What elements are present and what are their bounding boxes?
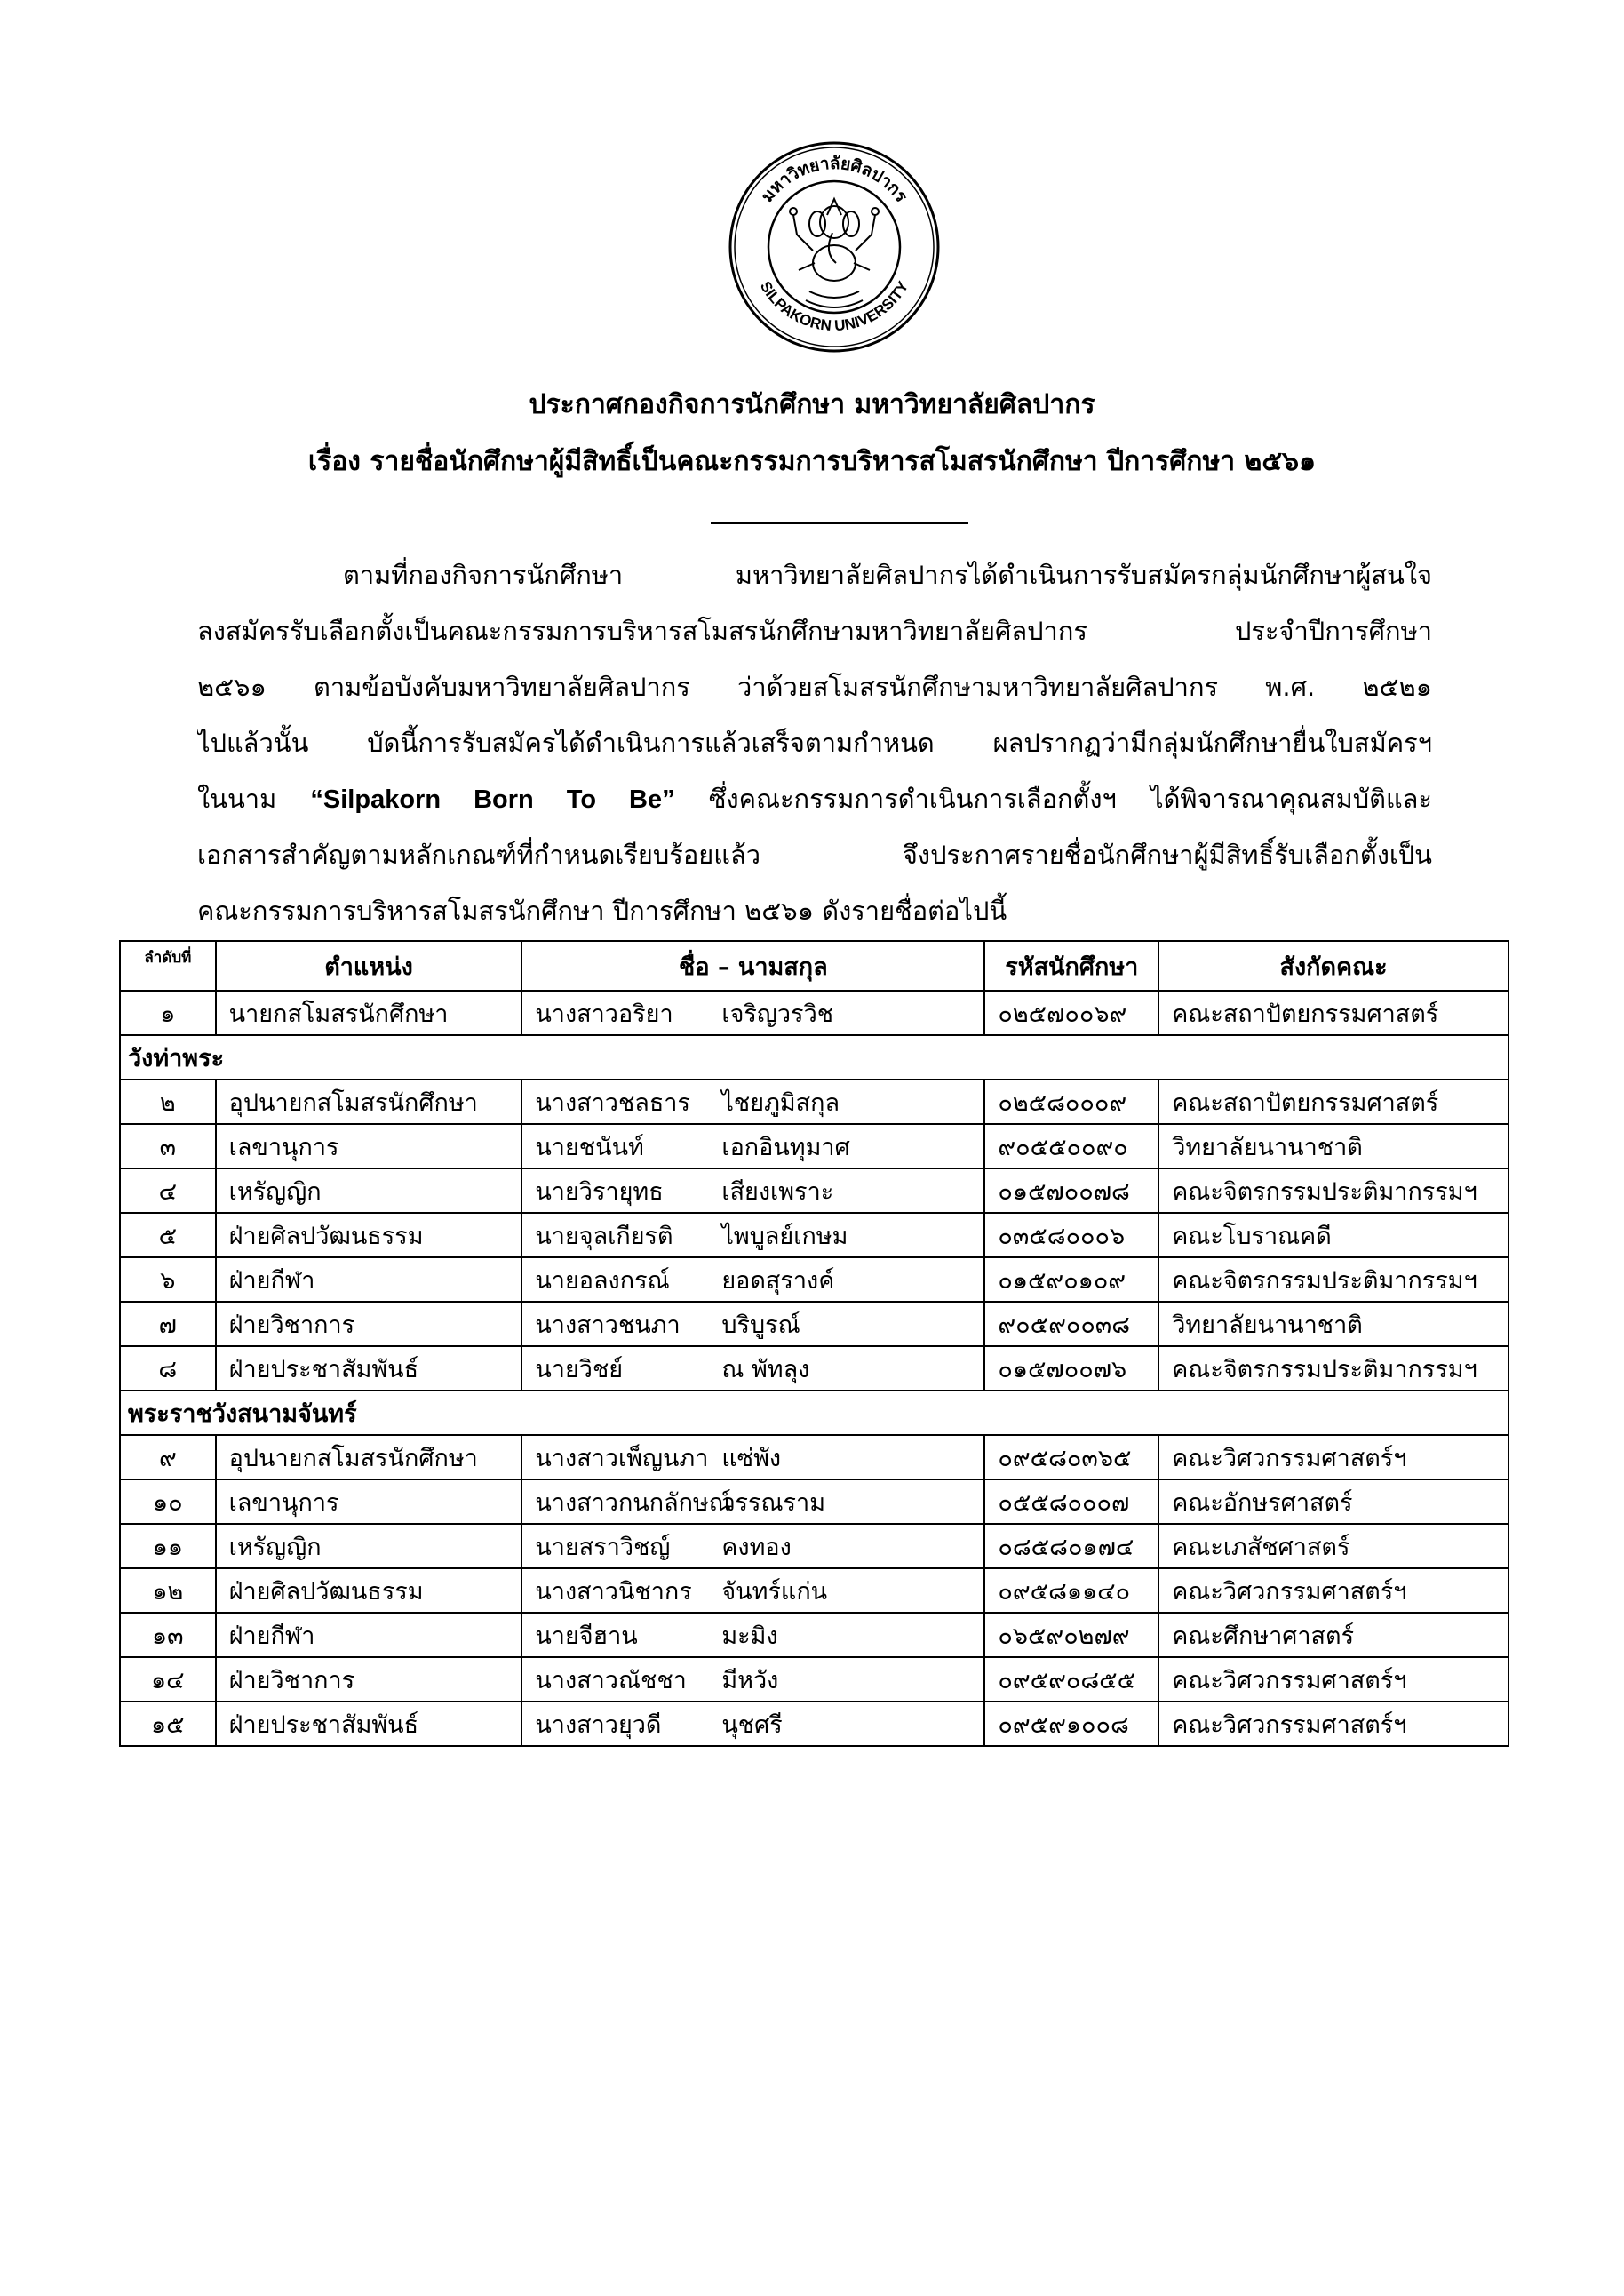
paragraph-line	[197, 771, 1432, 827]
cell-position: เหรัญญิก	[216, 1524, 522, 1568]
title-divider	[711, 522, 968, 524]
cell-faculty: คณะจิตรกรรมประติมากรรมฯ	[1158, 1346, 1509, 1391]
cell-position: เหรัญญิก	[216, 1168, 522, 1213]
table-row	[120, 1346, 1509, 1391]
cell-faculty: คณะวิศวกรรมศาสตร์ฯ	[1158, 1657, 1509, 1702]
cell-seq: ๑๓	[120, 1613, 216, 1657]
seal-bottom-text: SILPAKORN UNIVERSITY	[756, 278, 912, 335]
last-name: เอกอินทุมาศ	[721, 1133, 850, 1161]
first-name: นายวิรายุทธ	[535, 1177, 664, 1206]
first-name: นางสาวอริยา	[535, 1000, 673, 1028]
cell-position: ฝ่ายศิลปวัฒนธรรม	[216, 1568, 522, 1613]
cell-faculty: คณะอักษรศาสตร์	[1158, 1479, 1509, 1524]
last-name: จันทร์แก่น	[721, 1577, 828, 1606]
first-name: นางสาวณัชชา	[535, 1666, 687, 1694]
last-name: นุชศรี	[721, 1710, 783, 1739]
cell-position: ฝ่ายวิชาการ	[216, 1657, 522, 1702]
cell-student-id: ๐๙๕๙๐๘๕๕	[984, 1657, 1158, 1702]
paragraph-text: ซึ่งคณะกรรมการดำเนินการเลือกตั้งฯ ได้พิจารณาคุณสมบัติและ	[674, 784, 1432, 814]
cell-seq: ๗	[120, 1302, 216, 1346]
cell-seq: ๒	[120, 1080, 216, 1124]
cell-faculty: คณะวิศวกรรมศาสตร์ฯ	[1158, 1568, 1509, 1613]
paragraph-line: ไปแล้วนั้น บัดนี้การรับสมัครได้ดำเนินการแล้วเสร็จตามกำหนด ผลปรากฏว่ามีกลุ่มนักศึกษายื่นใบสมัครฯ	[197, 728, 1432, 758]
cell-faculty: คณะจิตรกรรมประติมากรรมฯ	[1158, 1257, 1509, 1302]
cell-seq: ๑๒	[120, 1568, 216, 1613]
first-name: นางสาวชนภา	[535, 1311, 681, 1339]
cell-student-id: ๐๕๕๘๐๐๐๗	[984, 1479, 1158, 1524]
cell-faculty: คณะศึกษาศาสตร์	[1158, 1613, 1509, 1657]
cell-faculty: คณะโบราณคดี	[1158, 1213, 1509, 1257]
table-row	[120, 1524, 1509, 1568]
cell-name	[521, 1124, 984, 1168]
cell-faculty: คณะสถาปัตยกรรมศาสตร์	[1158, 1080, 1509, 1124]
cell-position: เลขานุการ	[216, 1124, 522, 1168]
cell-seq: ๑	[120, 991, 216, 1035]
header-name: ชื่อ – นามสกุล	[521, 941, 984, 991]
table-row	[120, 1435, 1509, 1479]
last-name: คงทอง	[721, 1533, 792, 1561]
last-name: วรรณราม	[721, 1488, 826, 1517]
group-name-quote: “Silpakorn Born To Be”	[310, 785, 675, 814]
table-row	[120, 1657, 1509, 1702]
section-row	[120, 1035, 1509, 1080]
cell-student-id: ๐๑๕๗๐๐๗๖	[984, 1346, 1158, 1391]
cell-name	[521, 1524, 984, 1568]
table-row	[120, 1568, 1509, 1613]
cell-name	[521, 1568, 984, 1613]
cell-position: อุปนายกสโมสรนักศึกษา	[216, 1080, 522, 1124]
cell-seq: ๑๔	[120, 1657, 216, 1702]
paragraph-line: คณะกรรมการบริหารสโมสรนักศึกษา ปีการศึกษา ๒๕๖๑ ดังรายชื่อต่อไปนี้	[197, 896, 1007, 926]
cell-seq: ๑๑	[120, 1524, 216, 1568]
cell-position: นายกสโมสรนักศึกษา	[216, 991, 522, 1035]
cell-seq: ๙	[120, 1435, 216, 1479]
last-name: เจริญวรวิช	[721, 1000, 834, 1028]
first-name: นางสาวกนกลักษณ์	[535, 1488, 731, 1517]
header-position: ตำแหน่ง	[216, 941, 522, 991]
cell-name	[521, 1213, 984, 1257]
cell-position: ฝ่ายศิลปวัฒนธรรม	[216, 1213, 522, 1257]
cell-name	[521, 1479, 984, 1524]
cell-seq: ๕	[120, 1213, 216, 1257]
last-name: มีหวัง	[721, 1666, 779, 1694]
cell-position: อุปนายกสโมสรนักศึกษา	[216, 1435, 522, 1479]
cell-faculty: วิทยาลัยนานาชาติ	[1158, 1302, 1509, 1346]
cell-faculty: คณะเภสัชศาสตร์	[1158, 1524, 1509, 1568]
section-label: พระราชวังสนามจันทร์	[120, 1391, 1509, 1435]
last-name: เสียงเพราะ	[721, 1177, 834, 1206]
cell-faculty: คณะสถาปัตยกรรมศาสตร์	[1158, 991, 1509, 1035]
cell-faculty: วิทยาลัยนานาชาติ	[1158, 1124, 1509, 1168]
cell-name	[521, 1657, 984, 1702]
header-faculty: สังกัดคณะ	[1158, 941, 1509, 991]
last-name: บริบูรณ์	[721, 1311, 800, 1339]
cell-faculty: คณะวิศวกรรมศาสตร์ฯ	[1158, 1702, 1509, 1746]
cell-student-id: ๐๖๕๙๐๒๗๙	[984, 1613, 1158, 1657]
table-row	[120, 1257, 1509, 1302]
first-name: นายจุลเกียรติ	[535, 1222, 673, 1250]
table-row	[120, 1613, 1509, 1657]
table-row	[120, 1213, 1509, 1257]
cell-seq: ๑๕	[120, 1702, 216, 1746]
announcement-title: ประกาศกองกิจการนักศึกษา มหาวิทยาลัยศิลปากร	[529, 389, 1095, 420]
cell-position: ฝ่ายประชาสัมพันธ์	[216, 1702, 522, 1746]
cell-seq: ๘	[120, 1346, 216, 1391]
cell-student-id: ๙๐๕๙๐๐๓๘	[984, 1302, 1158, 1346]
cell-position: ฝ่ายประชาสัมพันธ์	[216, 1346, 522, 1391]
cell-student-id: ๙๐๕๕๐๐๙๐	[984, 1124, 1158, 1168]
cell-name	[521, 1080, 984, 1124]
first-name: นางสาวเพ็ญนภา	[535, 1444, 709, 1472]
cell-student-id: ๐๙๕๘๑๑๔๐	[984, 1568, 1158, 1613]
cell-position: เลขานุการ	[216, 1479, 522, 1524]
cell-name	[521, 991, 984, 1035]
cell-student-id: ๐๘๕๘๐๑๗๔	[984, 1524, 1158, 1568]
cell-student-id: ๐๙๕๘๐๓๖๕	[984, 1435, 1158, 1479]
paragraph-line: ๒๕๖๑ ตามข้อบังคับมหาวิทยาลัยศิลปากร ว่าด้วยสโมสรนักศึกษามหาวิทยาลัยศิลปากร พ.ศ. ๒๕๒๑	[197, 672, 1432, 702]
cell-seq: ๖	[120, 1257, 216, 1302]
cell-name	[521, 1257, 984, 1302]
cell-student-id: ๐๑๕๙๐๑๐๙	[984, 1257, 1158, 1302]
cell-student-id: ๐๒๕๗๐๐๖๙	[984, 991, 1158, 1035]
table-row	[120, 1168, 1509, 1213]
table-row	[120, 1702, 1509, 1746]
last-name: ไชยภูมิสกุล	[721, 1088, 840, 1117]
last-name: มะมิง	[721, 1622, 778, 1650]
last-name: ยอดสุรางค์	[721, 1266, 835, 1295]
paragraph-text: ในนาม	[197, 784, 311, 814]
first-name: นายสราวิชญ์	[535, 1533, 671, 1561]
cell-name	[521, 1168, 984, 1213]
cell-student-id: ๐๙๕๙๑๐๐๘	[984, 1702, 1158, 1746]
cell-name	[521, 1702, 984, 1746]
header-student-id: รหัสนักศึกษา	[984, 941, 1158, 991]
first-name: นางสาวนิชากร	[535, 1577, 692, 1606]
cell-student-id: ๐๑๕๗๐๐๗๘	[984, 1168, 1158, 1213]
cell-faculty: คณะวิศวกรรมศาสตร์ฯ	[1158, 1435, 1509, 1479]
cell-seq: ๓	[120, 1124, 216, 1168]
cell-seq: ๔	[120, 1168, 216, 1213]
paragraph-line: ตามที่กองกิจการนักศึกษา มหาวิทยาลัยศิลปากรได้ดำเนินการรับสมัครกลุ่มนักศึกษาผู้สนใจ	[343, 560, 1432, 590]
table-row	[120, 1080, 1509, 1124]
section-label: วังท่าพระ	[120, 1035, 1509, 1080]
first-name: นายชนันท์	[535, 1133, 644, 1161]
paragraph-line: ลงสมัครรับเลือกตั้งเป็นคณะกรรมการบริหารสโมสรนักศึกษามหาวิทยาลัยศิลปากร ประจำปีการศึกษา	[197, 616, 1432, 646]
cell-name	[521, 1435, 984, 1479]
seal-top-text: มหาวิทยาลัยศิลปากร	[757, 153, 912, 206]
announcement-subject: เรื่อง รายชื่อนักศึกษาผู้มีสิทธิ์เป็นคณะกรรมการบริหารสโมสรนักศึกษา ปีการศึกษา ๒๕๖๑	[307, 446, 1317, 477]
first-name: นางสาวชลธาร	[535, 1088, 690, 1117]
first-name: นายวิชย์	[535, 1355, 624, 1383]
last-name: ณ พัทลุง	[721, 1355, 810, 1383]
cell-name	[521, 1302, 984, 1346]
last-name: แซ่พัง	[721, 1444, 782, 1472]
cell-name	[521, 1613, 984, 1657]
section-row	[120, 1391, 1509, 1435]
first-name: นายอลงกรณ์	[535, 1266, 670, 1295]
candidate-table	[119, 940, 1509, 1747]
cell-name	[521, 1346, 984, 1391]
announcement-paragraph	[197, 547, 1432, 939]
university-seal	[728, 140, 941, 354]
first-name: นางสาวยุวดี	[535, 1710, 662, 1739]
first-name: นายจีฮาน	[535, 1622, 638, 1650]
cell-position: ฝ่ายกีฬา	[216, 1613, 522, 1657]
seal-emblem-icon	[728, 140, 941, 354]
cell-faculty: คณะจิตรกรรมประติมากรรมฯ	[1158, 1168, 1509, 1213]
table-row	[120, 1479, 1509, 1524]
last-name: ไพบูลย์เกษม	[721, 1222, 848, 1250]
cell-position: ฝ่ายกีฬา	[216, 1257, 522, 1302]
cell-position: ฝ่ายวิชาการ	[216, 1302, 522, 1346]
paragraph-line: เอกสารสำคัญตามหลักเกณฑ์ที่กำหนดเรียบร้อยแล้ว จึงประกาศรายชื่อนักศึกษาผู้มีสิทธิ์รับเลือกตั้งเป็น	[197, 840, 1432, 870]
cell-student-id: ๐๓๕๘๐๐๐๖	[984, 1213, 1158, 1257]
cell-seq: ๑๐	[120, 1479, 216, 1524]
table-row	[120, 1124, 1509, 1168]
table-row	[120, 1302, 1509, 1346]
cell-student-id: ๐๒๕๘๐๐๐๙	[984, 1080, 1158, 1124]
table-row	[120, 991, 1509, 1035]
header-seq: ลำดับที่	[120, 941, 216, 991]
table-header-row	[120, 941, 1509, 991]
ganesha-figure-icon	[790, 199, 879, 307]
